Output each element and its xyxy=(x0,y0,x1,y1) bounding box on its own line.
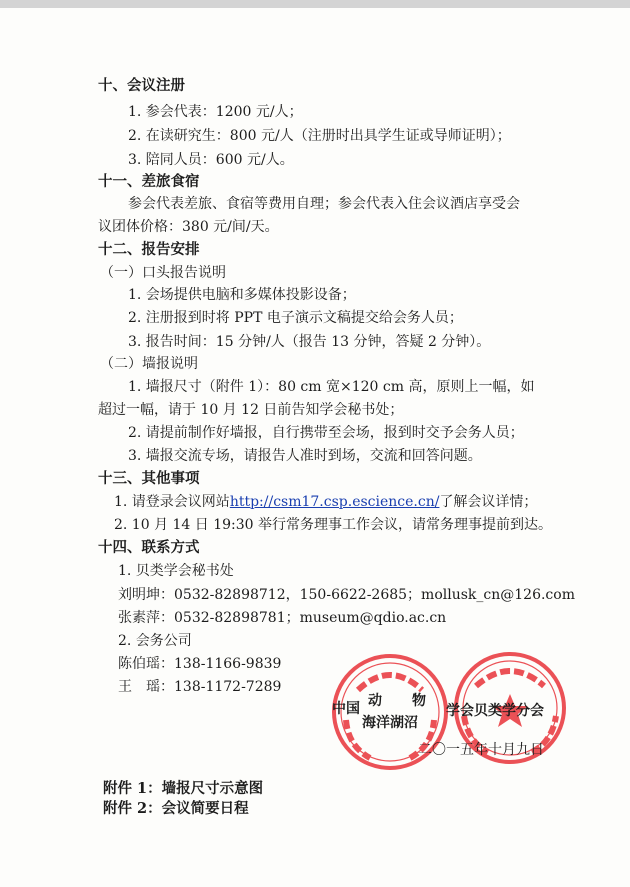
list-item: 3. 墙报交流专场，请报告人准时到场，交流和回答问题。 xyxy=(128,448,482,464)
list-item: 3. 陪同人员：600 元/人。 xyxy=(128,152,294,168)
list-item: 2. 请提前制作好墙报，自行携带至会场，报到时交予会务人员； xyxy=(128,425,524,441)
top-edge xyxy=(0,0,630,8)
paragraph: 参会代表差旅、食宿等费用自理；参会代表入住会议酒店享受会 xyxy=(128,196,520,212)
org-name-part: 海洋湖沼 xyxy=(362,715,418,731)
list-item-continued: 超过一幅，请于 10 月 12 日前告知学会秘书处； xyxy=(98,402,404,418)
section-11-title: 十一、差旅食宿 xyxy=(98,173,200,190)
subsection-title: （一）口头报告说明 xyxy=(100,265,226,281)
list-item: 1. 会场提供电脑和多媒体投影设备； xyxy=(128,287,356,303)
org-name-part: 学会贝类学分会 xyxy=(446,703,544,719)
list-item: 2. 会务公司 xyxy=(118,633,192,649)
section-13-title: 十三、其他事项 xyxy=(98,470,200,487)
contact-line: 刘明坤：0532-82898712，150-6622-2685；mollusk_cn@126.com xyxy=(118,587,575,603)
section-14-title: 十四、联系方式 xyxy=(98,539,200,556)
list-item: 2. 10 月 14 日 19:30 举行常务理事工作会议，请常务理事提前到达。 xyxy=(114,517,553,533)
contact-line: 陈伯瑶：138-1166-9839 xyxy=(118,656,282,672)
attachment-1: 附件 1：墙报尺寸示意图 xyxy=(103,780,264,797)
subsection-title: （二）墙报说明 xyxy=(100,356,198,372)
text: 1. 请登录会议网站 xyxy=(114,494,230,510)
contact-line: 王 瑶：138-1172-7289 xyxy=(118,679,282,695)
list-item xyxy=(114,493,537,511)
contact-line: 张素萍：0532-82898781；museum@qdio.ac.cn xyxy=(118,610,447,626)
org-name-part: 中国 xyxy=(332,701,360,717)
org-name-part: 动 xyxy=(368,693,382,709)
paragraph: 议团体价格：380 元/间/天。 xyxy=(98,219,279,235)
text: 了解会议详情； xyxy=(439,494,538,510)
signature-date: 二〇一五年十月九日 xyxy=(418,742,544,758)
section-10-title: 十、会议注册 xyxy=(98,77,185,94)
conference-website-link[interactable]: http://csm17.csp.escience.cn/ xyxy=(229,494,440,510)
list-item: 1. 墙报尺寸（附件 1）：80 cm 宽×120 cm 高，原则上一幅，如 xyxy=(128,379,535,395)
attachment-2: 附件 2：会议简要日程 xyxy=(103,800,249,817)
list-item: 3. 报告时间：15 分钟/人（报告 13 分钟，答疑 2 分钟）。 xyxy=(128,334,491,350)
list-item: 1. 贝类学会秘书处 xyxy=(118,563,234,579)
list-item: 1. 参会代表：1200 元/人； xyxy=(128,104,303,120)
section-12-title: 十二、报告安排 xyxy=(98,241,200,258)
org-name-part: 物 xyxy=(412,693,426,709)
list-item: 2. 在读研究生：800 元/人（注册时出具学生证或导师证明）； xyxy=(128,128,511,144)
list-item: 2. 注册报到时将 PPT 电子演示文稿提交给会务人员； xyxy=(128,310,463,326)
